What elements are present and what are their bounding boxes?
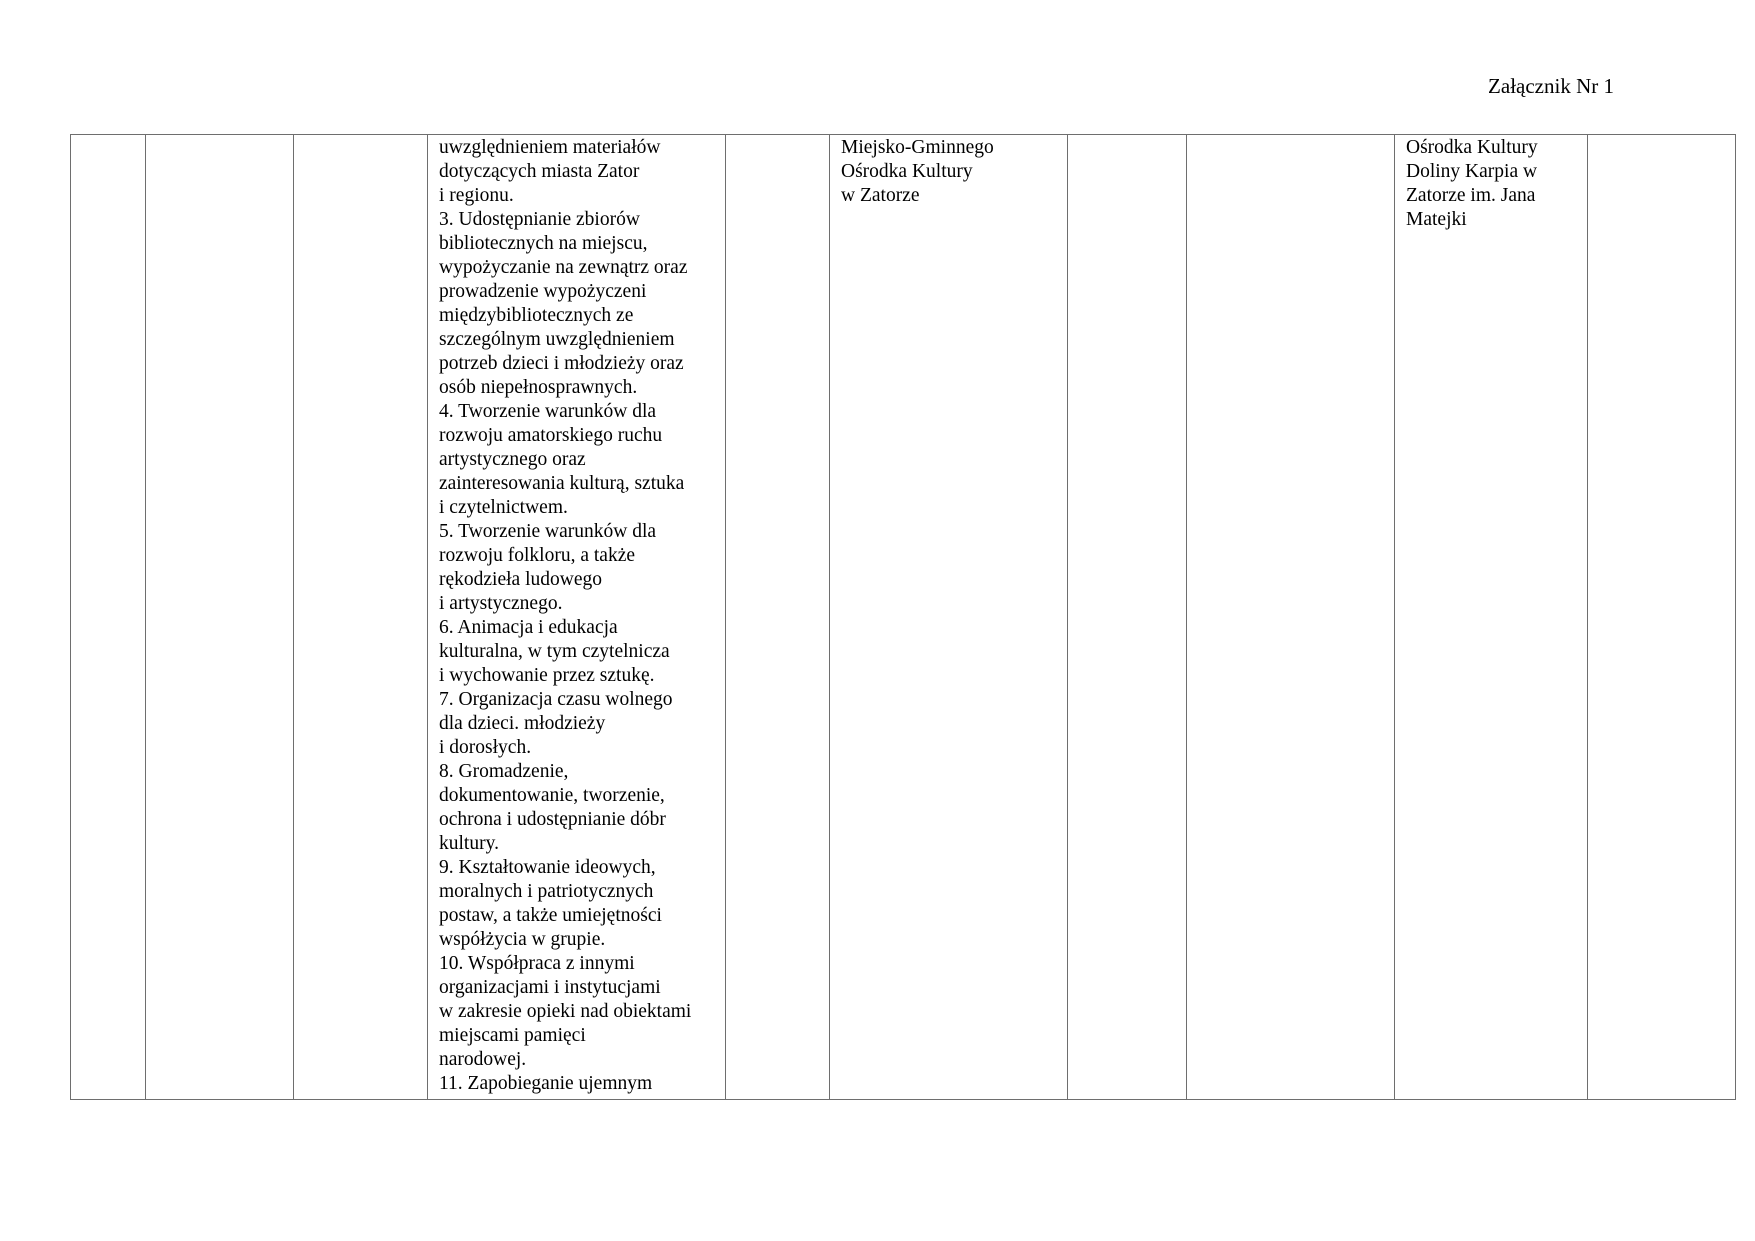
- scope-of-activity-cell: [428, 135, 726, 1100]
- annex-label: Załącznik Nr 1: [1488, 74, 1614, 98]
- table-cell-5: [726, 135, 830, 1100]
- register-table: [70, 134, 1736, 1100]
- entity-name-cell: [830, 135, 1068, 1100]
- table-cell-7: [1068, 135, 1187, 1100]
- table-cell-8: [1187, 135, 1395, 1100]
- table-row: [71, 135, 1736, 1100]
- table-cell-1: [71, 135, 146, 1100]
- table-cell-3: [294, 135, 428, 1100]
- table-cell-10: [1588, 135, 1736, 1100]
- new-entity-name-cell: [1395, 135, 1588, 1100]
- table-cell-2: [146, 135, 294, 1100]
- scope-of-activity-text: uwzględnieniem materiałów dotyczących miasta Zator i regionu. 3. Udostępnianie zbiorów bibliotecznych na miejscu, wypożyczanie na zewnątrz oraz prowadzenie wypożyczeni międzybibliotecznych ze szczególnym uwzględnieniem potrzeb dzieci i młodzieży oraz osób niepełnosprawnych. 4. Tworzenie warunków dla rozwoju amatorskiego ruchu artystycznego oraz zainteresowania kulturą, sztuka i czytelnictwem. 5. Tworzenie warunków dla rozwoju folkloru, a także rękodzieła ludowego i artystycznego. 6. Animacja i edukacja kulturalna, w tym czytelnicza i wychowanie przez sztukę. 7. Organizacja czasu wolnego dla dzieci. młodzieży i dorosłych. 8. Gromadzenie, dokumentowanie, tworzenie, ochrona i udostępnianie dóbr kultury. 9. Kształtowanie ideowych, moralnych i patriotycznych postaw, a także umiejętności współżycia w grupie. 10. Współpraca z innymi organizacjami i instytucjami w zakresie opieki nad obiektami miejscami pamięci narodowej. 11. Zapobieganie ujemnym: [439, 137, 692, 1094]
- entity-name-text: Miejsko-Gminnego Ośrodka Kultury w Zatorze: [841, 137, 994, 206]
- new-entity-name-text: Ośrodka Kultury Doliny Karpia w Zatorze im. Jana Matejki: [1406, 137, 1538, 230]
